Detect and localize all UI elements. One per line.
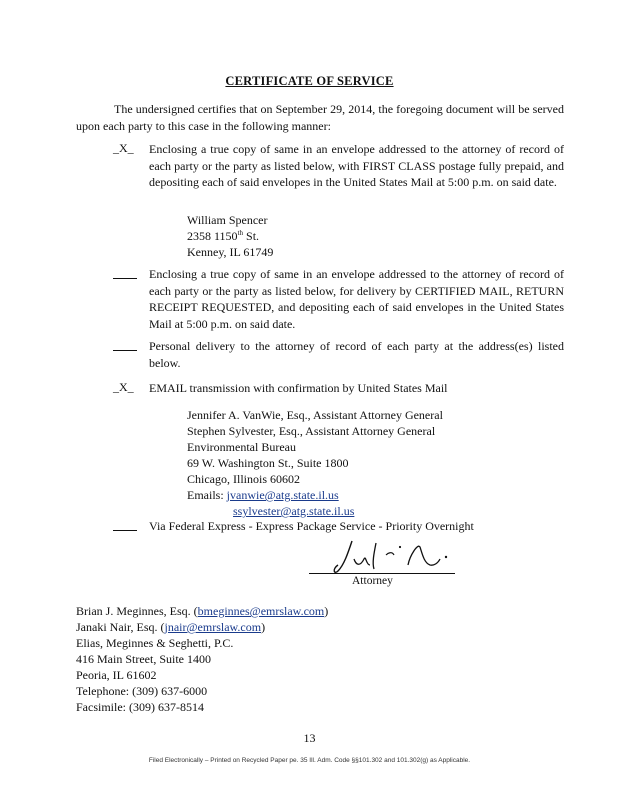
email-link-vanwie[interactable]: jvanwie@atg.state.il.us xyxy=(226,488,339,502)
signature-label: Attorney xyxy=(352,575,393,587)
signature-line xyxy=(309,573,455,574)
intro-paragraph: The undersigned certifies that on September 29, 2014, the foregoing document will be served upon each party to this case in the following manner: xyxy=(76,102,564,133)
signature-icon xyxy=(330,535,460,577)
recipient-line-5: Chicago, Illinois 60602 xyxy=(187,472,300,486)
counsel-block xyxy=(76,603,328,715)
counsel-line-3: Elias, Meginnes & Seghetti, P.C. xyxy=(76,636,234,650)
counsel-line-4: 416 Main Street, Suite 1400 xyxy=(76,652,211,666)
email-link-meginnes[interactable]: bmeginnes@emrslaw.com xyxy=(197,604,325,618)
counsel-telephone: Telephone: (309) 637-6000 xyxy=(76,684,208,698)
recipient-line-4: 69 W. Washington St., Suite 1800 xyxy=(187,456,349,470)
mail-address-block xyxy=(187,212,273,260)
personal-option-text: Personal delivery to the attorney of record of each party at the address(es) listed below. xyxy=(149,339,564,370)
recipient-line-3: Environmental Bureau xyxy=(187,440,296,454)
page-title: CERTIFICATE OF SERVICE xyxy=(225,74,394,88)
email-link-nair[interactable]: jnair@emrslaw.com xyxy=(164,620,262,634)
counsel-line-2: Janaki Nair, Esq. (jnair@emrslaw.com) xyxy=(76,620,266,634)
fedex-option-blank xyxy=(113,518,137,531)
address-name: William Spencer xyxy=(187,213,268,227)
email-link-sylvester[interactable]: ssylvester@atg.state.il.us xyxy=(233,504,355,518)
recipient-email-2 xyxy=(187,503,443,519)
certified-option-blank xyxy=(113,266,137,279)
address-street: 2358 1150th St. xyxy=(187,229,260,243)
mail-option-mark: _X_ xyxy=(113,141,134,155)
mail-option-text: Enclosing a true copy of same in an envelope addressed to the attorney of record of each party or the party as listed below, with FIRST CLASS postage fully prepaid, and depositing each of said envelopes in the United States Mail at 5:00 p.m. on said date. xyxy=(149,142,564,189)
email-option-mark: _X_ xyxy=(113,380,134,394)
email-recipients-block xyxy=(187,407,443,519)
counsel-line-5: Peoria, IL 61602 xyxy=(76,668,157,682)
certified-option-text: Enclosing a true copy of same in an envelope addressed to the attorney of record of each party or the party as listed below, for delivery by CERTIFIED MAIL, RETURN RECEIPT REQUESTED, and depositing each of said envelopes in the United States Mail at 5:00 p.m. on said date. xyxy=(149,267,564,331)
counsel-line-1: Brian J. Meginnes, Esq. (bmeginnes@emrslaw.com) xyxy=(76,604,329,618)
recipient-line-2: Stephen Sylvester, Esq., Assistant Attorney General xyxy=(187,424,436,438)
email-option-text: EMAIL transmission with confirmation by United States Mail xyxy=(149,381,448,395)
footer-note: Filed Electronically – Printed on Recycled Paper pe. 35 Ill. Adm. Code §§101.302 and 101.302(g) as Applicable. xyxy=(148,757,471,764)
address-city: Kenney, IL 61749 xyxy=(187,245,274,259)
counsel-facsimile: Facsimile: (309) 637-8514 xyxy=(76,700,204,714)
recipient-emails xyxy=(187,487,443,503)
personal-option-blank xyxy=(113,338,137,351)
fedex-option-text: Via Federal Express - Express Package Service - Priority Overnight xyxy=(149,519,474,533)
recipient-line-1: Jennifer A. VanWie, Esq., Assistant Attorney General xyxy=(187,408,443,422)
page-number: 13 xyxy=(303,731,316,745)
emails-label: Emails: xyxy=(187,488,224,502)
